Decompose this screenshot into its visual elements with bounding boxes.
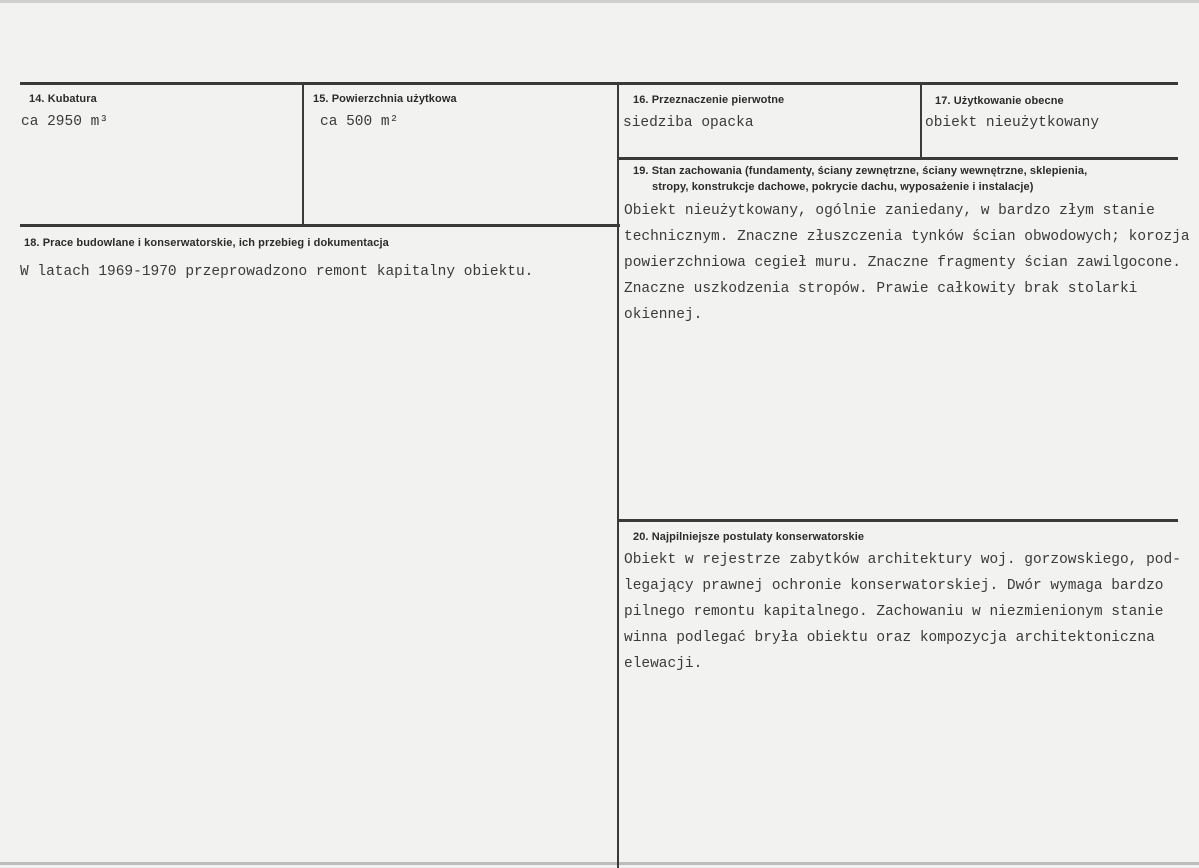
divider-16-17: [920, 83, 922, 158]
field-16-label: 16. Przeznaczenie pierwotne: [633, 94, 785, 106]
field-19-line: okiennej.: [624, 307, 703, 323]
field-20-line: Obiekt w rejestrze zabytków architektury woj. gorzowskiego, pod-: [624, 552, 1181, 568]
field-19-text: [624, 198, 1190, 328]
field-19-label-line1: 19. Stan zachowania (fundamenty, ściany zewnętrzne, ściany wewnętrzne, sklepienia,: [633, 165, 1088, 177]
field-18-label: 18. Prace budowlane i konserwatorskie, ich przebieg i dokumentacja: [24, 237, 389, 249]
field-20-line: pilnego remontu kapitalnego. Zachowaniu w niezmienionym stanie: [624, 604, 1164, 620]
field-20-text: [624, 547, 1181, 677]
field-14-value: ca 2950 m³: [21, 114, 109, 130]
rule-18: [20, 224, 620, 227]
field-20-line: elewacji.: [624, 656, 703, 672]
field-16-value: siedziba opacka: [623, 115, 754, 131]
top-rule: [20, 82, 1178, 85]
field-15-label: 15. Powierzchnia użytkowa: [313, 93, 457, 105]
field-17-label: 17. Użytkowanie obecne: [935, 95, 1064, 107]
rule-20: [619, 519, 1178, 522]
field-17-value: obiekt nieużytkowany: [925, 115, 1100, 131]
field-20-line: winna podlegać bryła obiektu oraz kompozycja architektoniczna: [624, 630, 1155, 646]
field-18-line: W latach 1969-1970 przeprowadzono remont kapitalny obiektu.: [20, 264, 534, 280]
field-19-line: technicznym. Znaczne złuszczenia tynków ścian obwodowych; korozja: [624, 229, 1190, 245]
divider-main: [617, 83, 619, 868]
divider-14-15: [302, 83, 304, 226]
field-20-line: legający prawnej ochronie konserwatorskiej. Dwór wymaga bardzo: [624, 578, 1164, 594]
field-14-label: 14. Kubatura: [29, 93, 97, 105]
field-19-line: Znaczne uszkodzenia stropów. Prawie całkowity brak stolarki: [624, 281, 1138, 297]
rule-19: [619, 157, 1178, 160]
field-19-line: Obiekt nieużytkowany, ogólnie zaniedany, w bardzo złym stanie: [624, 203, 1155, 219]
field-15-value: ca 500 m²: [320, 114, 399, 130]
field-19-line: powierzchniowa cegieł muru. Znaczne fragmenty ścian zawilgocone.: [624, 255, 1181, 271]
field-18-text: [20, 259, 533, 285]
field-19-label-line2: stropy, konstrukcje dachowe, pokrycie dachu, wyposażenie i instalacje): [652, 181, 1034, 193]
field-20-label: 20. Najpilniejsze postulaty konserwatorskie: [633, 531, 865, 543]
